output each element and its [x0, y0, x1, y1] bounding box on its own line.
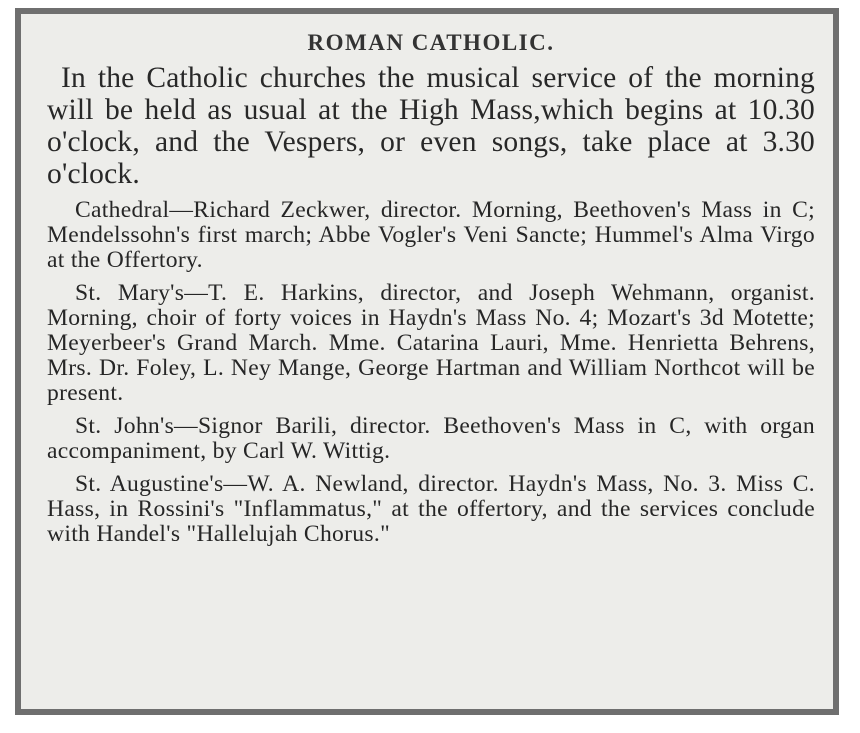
- paragraph-st-marys: St. Mary's—T. E. Harkins, director, and Joseph Wehmann, organist. Morning, choir of forty voices in Haydn's Mass No. 4; Mozart's 3d Motette; Meyerbeer's Grand March. Mme. Catarina Lauri, Mme. Henrietta Behrens, Mrs. Dr. Foley, L. Ney Mange, George Hartman and William Northcot will be present.: [47, 280, 815, 406]
- article-headline: ROMAN CATHOLIC.: [307, 30, 555, 55]
- article: [47, 26, 815, 547]
- lead-paragraph: In the Catholic churches the musical service of the morning will be held as usual at the High Mass,which begins at 10.30 o'clock, and the Vespers, or even songs, take place at 3.30 o'clock.: [47, 62, 815, 190]
- paragraph-cathedral: Cathedral—Richard Zeckwer, director. Morning, Beethoven's Mass in C; Mendelssohn's first march; Abbe Vogler's Veni Sancte; Hummel's Alma Virgo at the Offertory.: [47, 197, 815, 273]
- cut-off-header-text: [51, 8, 281, 18]
- paragraph-st-augustines: St. Augustine's—W. A. Newland, director. Haydn's Mass, No. 3. Miss C. Hass, in Rossini's "Inflammatus," at the offertory, and the services conclude with Handel's "Hallelujah Chorus.": [47, 471, 815, 547]
- clipping-frame: [15, 8, 839, 715]
- paragraph-st-johns: St. John's—Signor Barili, director. Beethoven's Mass in C, with organ accompaniment, by Carl W. Wittig.: [47, 413, 815, 464]
